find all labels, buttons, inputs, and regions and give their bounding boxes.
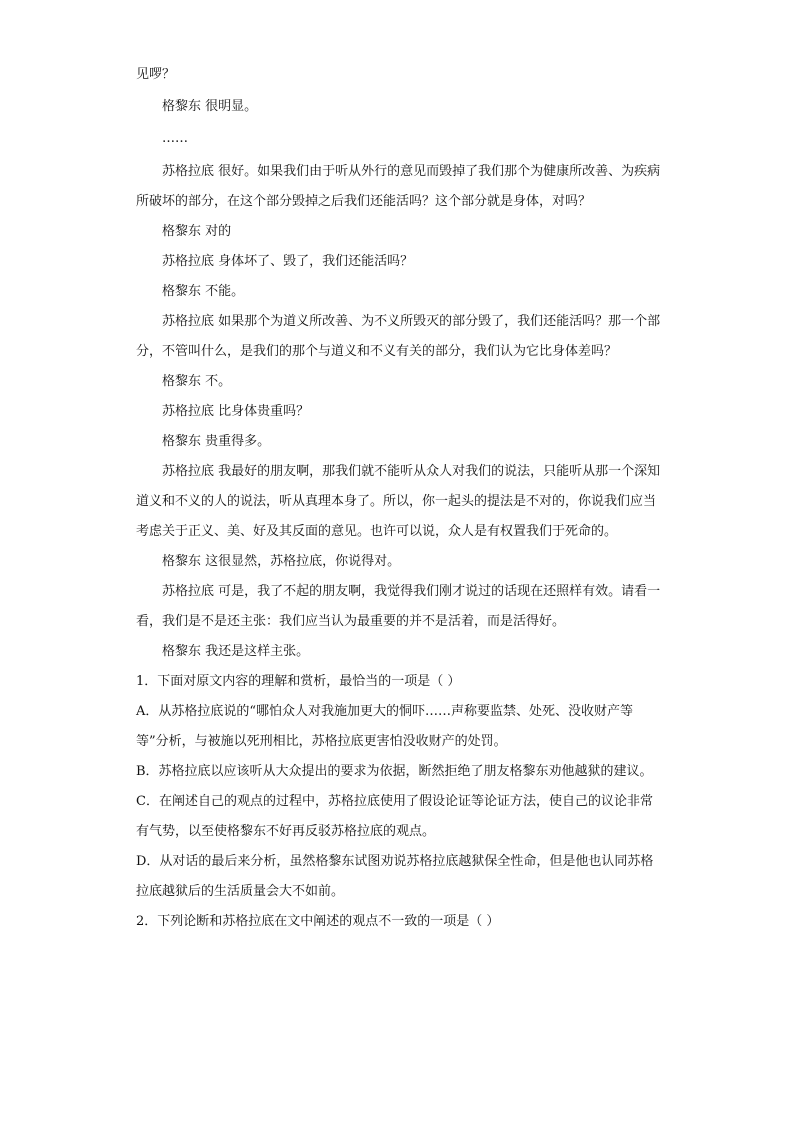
question-1 — [136, 667, 661, 907]
dialogue-line: 格黎东 贵重得多。 — [162, 434, 271, 449]
question-2 — [136, 907, 661, 937]
dialogue-line: 格黎东 这很显然，苏格拉底，你说得对。 — [162, 554, 401, 569]
question-stem: 1．下面对原文内容的理解和赏析，最恰当的一项是（ ） — [136, 674, 461, 689]
dialogue-line: 苏格拉底 我最好的朋友啊，那我们就不能听从众人对我们的说法，只能听从那一个深知道义和不义的人的说法，听从真理本身了。所以，你一起头的提法是不对的，你说我们应当考虑关于正义、美、好及其反面的意见。也许可以说，众人是有权置我们于死命的。 — [136, 464, 661, 539]
option-d: D．从对话的最后来分析，虽然格黎东试图劝说苏格拉底越狱保全性命，但是他也认同苏格拉底越狱后的生活质量会大不如前。 — [136, 854, 654, 899]
dialogue-line: 格黎东 不能。 — [162, 284, 245, 299]
dialogue-line: 格黎东 对的 — [162, 224, 232, 239]
dialogue-line: 苏格拉底 可是，我了不起的朋友啊，我觉得我们刚才说过的话现在还照样有效。请看一看，我们是不是还主张：我们应当认为最重要的并不是活着，而是活得好。 — [136, 584, 661, 629]
dialogue-line: 格黎东 很明显。 — [162, 99, 258, 114]
option-c: C．在阐述自己的观点的过程中，苏格拉底使用了假设论证等论证方法，使自己的议论非常有气势，以至使格黎东不好再反驳苏格拉底的观点。 — [136, 794, 653, 839]
dialogue-line: 苏格拉底 身体坏了、毁了，我们还能活吗？ — [162, 254, 414, 269]
dialogue-line: 见啰？ — [136, 67, 176, 82]
document-page — [136, 63, 661, 937]
question-stem: 2．下列论断和苏格拉底在文中阐述的观点不一致的一项是（ ） — [136, 914, 500, 929]
dialogue-line: 苏格拉底 如果那个为道义所改善、为不义所毁灭的部分毁了，我们还能活吗？那一个部分，不管叫什么，是我们的那个与道义和不义有关的部分，我们认为它比身体差吗？ — [136, 314, 661, 359]
dialogue-line: 格黎东 不。 — [162, 374, 232, 389]
option-a: A．从苏格拉底说的“哪怕众人对我施加更大的恫吓……声称要监禁、处死、没收财产等等”分析，与被施以死刑相比，苏格拉底更害怕没收财产的处罚。 — [136, 704, 634, 749]
dialogue-line: 格黎东 我还是这样主张。 — [162, 644, 310, 659]
dialogue-line: 苏格拉底 很好。如果我们由于听从外行的意见而毁掉了我们那个为健康所改善、为疾病所破坏的部分，在这个部分毁掉之后我们还能活吗？这个部分就是身体，对吗？ — [136, 164, 661, 209]
dialogue-ellipsis: …… — [162, 131, 188, 146]
dialogue-line: 苏格拉底 比身体贵重吗？ — [162, 404, 310, 419]
option-b: B．苏格拉底以应该听从大众提出的要求为依据，断然拒绝了朋友格黎东劝他越狱的建议。 — [136, 764, 653, 779]
